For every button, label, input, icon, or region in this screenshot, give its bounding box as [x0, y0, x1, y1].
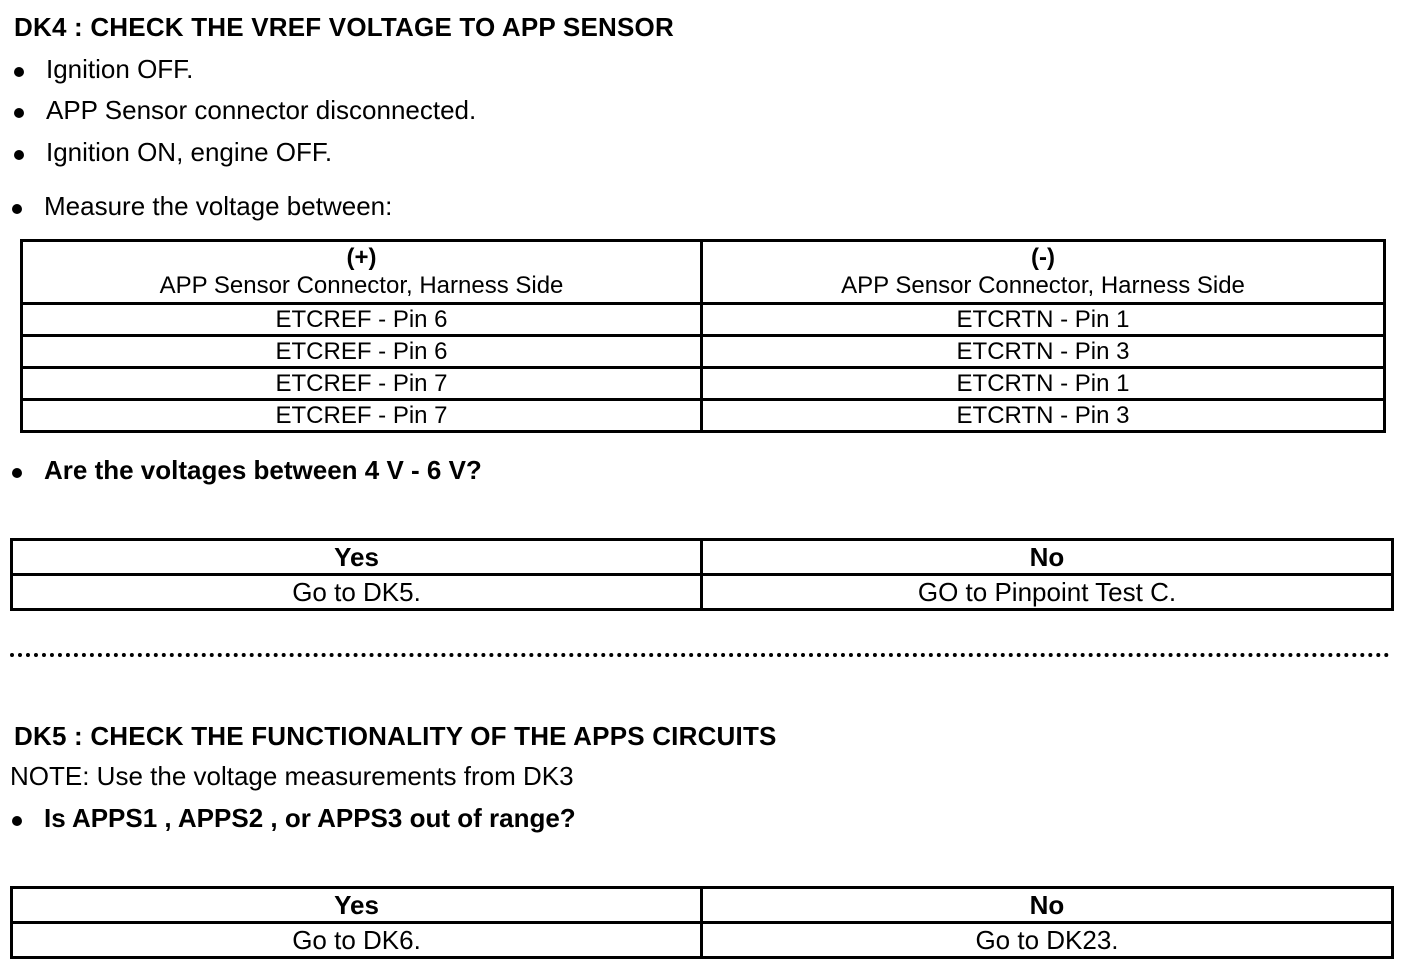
measure-instruction: Measure the voltage between:	[44, 191, 393, 221]
table-row	[22, 304, 1385, 336]
section-divider	[10, 653, 1390, 657]
plus-column-label: APP Sensor Connector, Harness Side	[159, 272, 564, 299]
no-header: No	[702, 540, 1393, 575]
bullet-icon	[12, 816, 22, 826]
minus-sign: (-)	[1031, 244, 1055, 271]
table-row	[22, 400, 1385, 432]
dk5-note: NOTE: Use the voltage measurements from DK3	[10, 761, 574, 791]
no-action[interactable]: GO to Pinpoint Test C.	[702, 575, 1393, 610]
no-action[interactable]: Go to DK23.	[702, 923, 1393, 958]
step-ignition-off: Ignition OFF.	[46, 54, 194, 84]
yes-action[interactable]: Go to DK5.	[12, 575, 702, 610]
minus-pin-cell: ETCRTN - Pin 3	[702, 336, 1385, 368]
yes-header: Yes	[12, 888, 702, 923]
measurement-table	[20, 239, 1386, 433]
dk4-title: DK4 : CHECK THE VREF VOLTAGE TO APP SENSOR	[14, 12, 674, 42]
table-row	[22, 336, 1385, 368]
plus-pin-cell: ETCREF - Pin 6	[22, 336, 702, 368]
minus-column-header	[702, 241, 1385, 304]
dk5-title: DK5 : CHECK THE FUNCTIONALITY OF THE APPS CIRCUITS	[14, 721, 777, 751]
plus-pin-cell: ETCREF - Pin 6	[22, 304, 702, 336]
dk5-result-table	[10, 886, 1394, 959]
bullet-icon	[14, 108, 24, 118]
plus-pin-cell: ETCREF - Pin 7	[22, 400, 702, 432]
no-header: No	[702, 888, 1393, 923]
bullet-icon	[14, 67, 24, 77]
step-connector-disconnected: APP Sensor connector disconnected.	[46, 95, 477, 125]
bullet-icon	[12, 204, 22, 214]
yes-action[interactable]: Go to DK6.	[12, 923, 702, 958]
plus-sign: (+)	[346, 244, 377, 271]
dk4-result-table	[10, 538, 1394, 611]
bullet-icon	[14, 150, 24, 160]
minus-column-label: APP Sensor Connector, Harness Side	[841, 272, 1245, 299]
minus-pin-cell: ETCRTN - Pin 1	[702, 304, 1385, 336]
dk4-question: Are the voltages between 4 V - 6 V?	[44, 455, 482, 485]
plus-pin-cell: ETCREF - Pin 7	[22, 368, 702, 400]
bullet-icon	[12, 468, 22, 478]
step-ignition-on: Ignition ON, engine OFF.	[46, 137, 333, 167]
yes-header: Yes	[12, 540, 702, 575]
plus-column-header	[22, 241, 702, 304]
minus-pin-cell: ETCRTN - Pin 1	[702, 368, 1385, 400]
minus-pin-cell: ETCRTN - Pin 3	[702, 400, 1385, 432]
dk5-question: Is APPS1 , APPS2 , or APPS3 out of range?	[44, 803, 576, 833]
table-row	[22, 368, 1385, 400]
